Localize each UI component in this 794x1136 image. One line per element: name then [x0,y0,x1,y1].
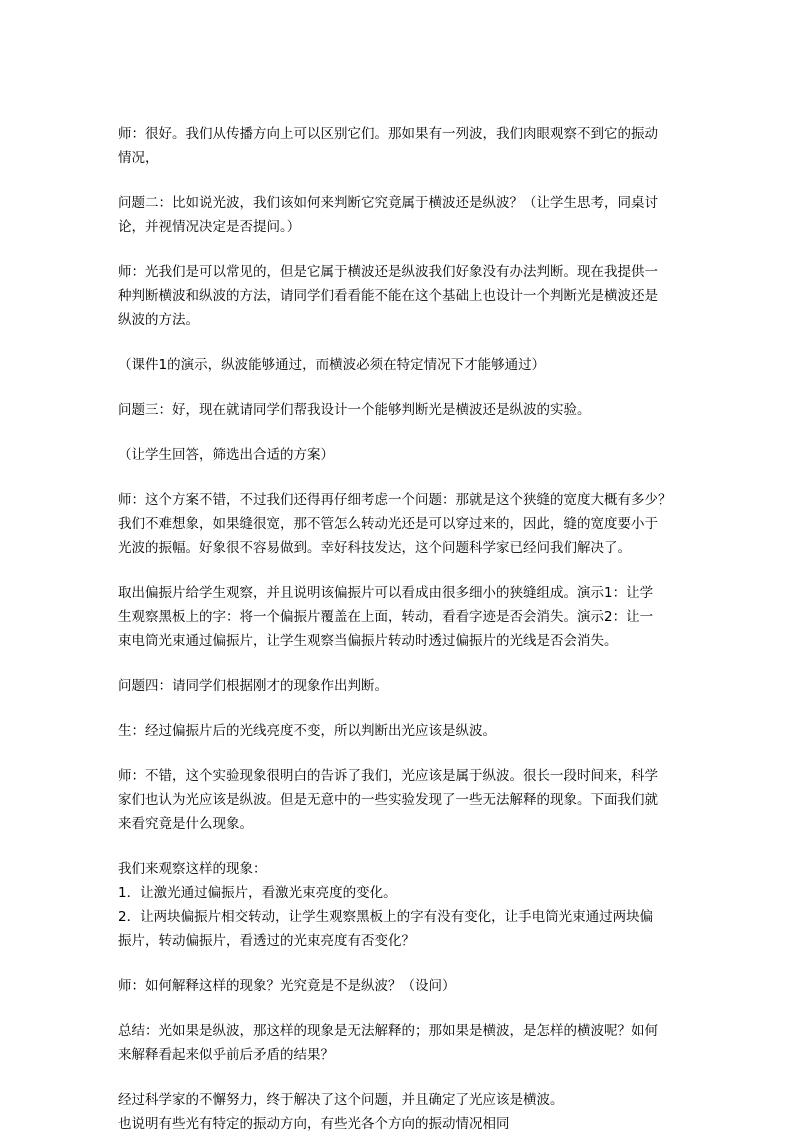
paragraph-question-four [118,674,678,698]
paragraph-polarizer-demo [118,581,678,653]
text-line: 问题二：比如说光波，我们该如何来判断它究竟属于横波还是纵波？（让学生思考，同桌讨 [118,195,658,211]
paragraph-conclusion [118,1088,678,1136]
text-line: 取出偏振片给学生观察，并且说明该偏振片可以看成由很多细小的狭缝组成。演示1：让学 [118,585,654,601]
text-line: 生：经过偏振片后的光线亮度不变，所以判断出光应该是纵波。 [118,723,496,739]
paragraph-student-judgement [118,719,678,743]
paragraph-teacher-slit [118,488,678,560]
text-line: 问题三：好，现在就请同学们帮我设计一个能够判断光是横波还是纵波的实验。 [118,402,591,418]
text-line: 问题四：请同学们根据刚才的现象作出判断。 [118,678,388,694]
text-line: 生观察黑板上的字：将一个偏振片覆盖在上面，转动，看看字迹是否会消失。演示2：让一 [118,609,654,625]
paragraph-teacher-question [118,974,678,998]
paragraph-question-two [118,191,678,239]
paragraph-summary [118,1019,678,1067]
paragraph-observation-list [118,857,678,953]
text-line: 家们也认为光应该是纵波。但是无意中的一些实验发现了一些无法解释的现象。下面我们就 [118,792,658,808]
list-item-2: 2．让两块偏振片相交转动，让学生观察黑板上的字有没有变化，让手电筒光束通过两块偏 [118,909,654,925]
text-line: 总结：光如果是纵波，那这样的现象是无法解释的；那如果是横波，是怎样的横波呢？如何 [118,1023,658,1039]
text-line: 情况， [118,150,159,166]
text-line: 我们不难想象，如果缝很宽，那不管怎么转动光还是可以穿过来的，因此，缝的宽度要小于 [118,516,658,532]
paragraph-teacher-response [118,764,678,836]
text-line: 光波的振幅。好象很不容易做到。幸好科技发达，这个问题科学家已经问我们解决了。 [118,540,631,556]
paragraph-teacher-intro [118,122,678,170]
text-line: （课件1的演示，纵波能够通过，而横波必须在特定情况下才能够通过） [118,357,546,373]
text-line: 来看究竟是什么现象。 [118,816,253,832]
paragraph-courseware-note [118,353,678,377]
paragraph-student-answer-note [118,443,678,467]
text-line: 束电筒光束通过偏振片，让学生观察当偏振片转动时透过偏振片的光线是否会消失。 [118,633,618,649]
paragraph-teacher-method [118,260,678,332]
text-line: 纵波的方法。 [118,312,199,328]
text-line: 经过科学家的不懈努力，终于解决了这个问题，并且确定了光应该是横波。 [118,1092,564,1108]
text-line: 师：不错，这个实验现象很明白的告诉了我们，光应该是属于纵波。很长一段时间来，科学 [118,768,658,784]
text-line: 也说明有些光有特定的振动方向，有些光各个方向的振动情况相同 [118,1116,510,1132]
document-body [118,122,678,1136]
paragraph-question-three [118,398,678,422]
text-line: 振片，转动偏振片，看透过的光束亮度有否变化？ [118,933,415,949]
text-line: 我们来观察这样的现象： [118,861,267,877]
text-line: 师：光我们是可以常见的，但是它属于横波还是纵波我们好象没有办法判断。现在我提供一 [118,264,658,280]
text-line: 论，并视情况决定是否提问。） [118,219,301,235]
text-line: 种判断横波和纵波的方法，请同学们看看能不能在这个基础上也设计一个判断光是横波还是 [118,288,658,304]
text-line: （让学生回答，筛选出合适的方案） [118,447,334,463]
text-line: 来解释看起来似乎前后矛盾的结果？ [118,1047,334,1063]
text-line: 师：这个方案不错，不过我们还得再仔细考虑一个问题：那就是这个狭缝的宽度大概有多少？ [118,492,672,508]
text-line: 师：如何解释这样的现象？光究竟是不是纵波？（设问） [118,978,456,994]
list-item-1: 1．让激光通过偏振片，看激光束亮度的变化。 [118,885,397,901]
text-line: 师：很好。我们从传播方向上可以区别它们。那如果有一列波，我们肉眼观察不到它的振动 [118,126,658,142]
